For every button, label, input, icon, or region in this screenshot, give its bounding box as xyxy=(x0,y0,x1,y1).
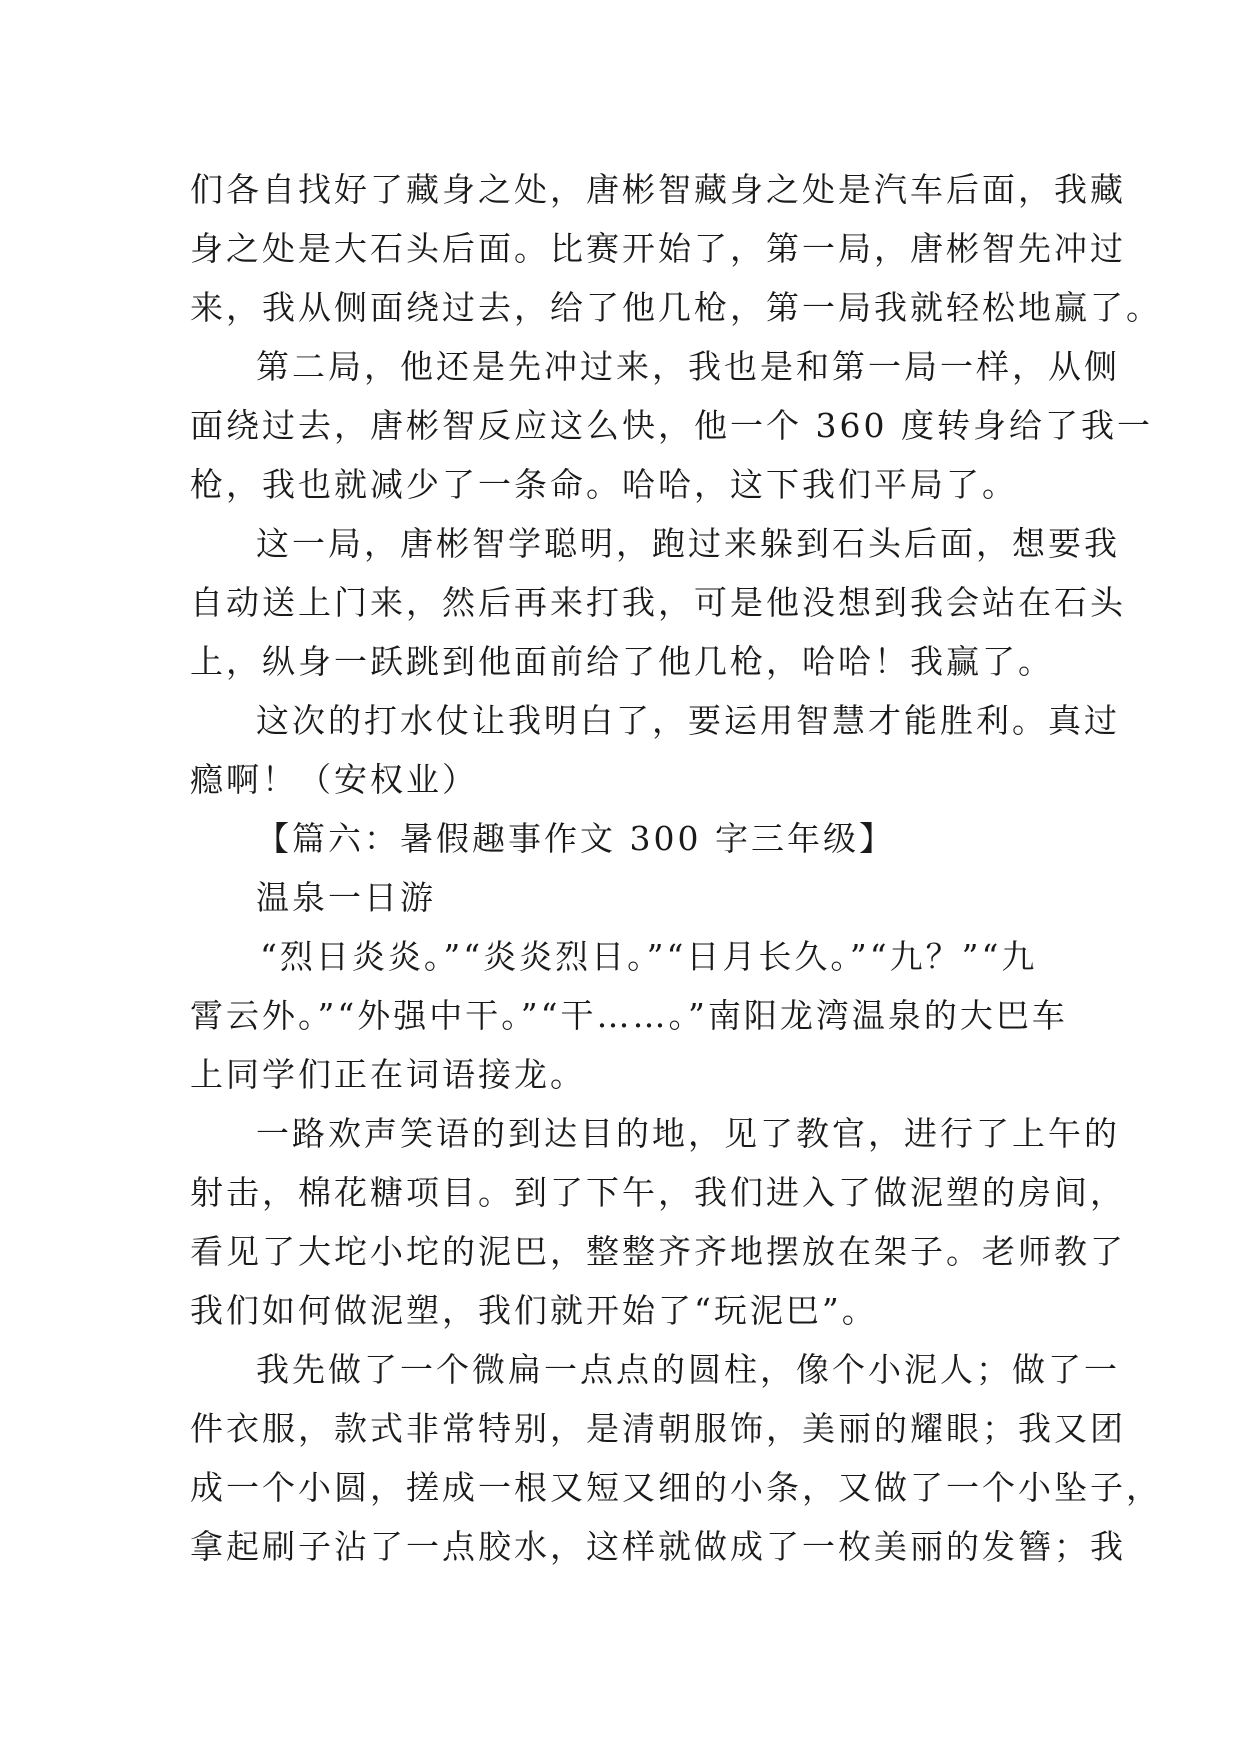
text-line: 这次的打水仗让我明白了，要运用智慧才能胜利。真过 xyxy=(256,701,1120,740)
text-line: 温泉一日游 xyxy=(256,878,436,917)
text-line: 自动送上门来，然后再来打我，可是他没想到我会站在石头 xyxy=(190,583,1126,622)
text-line: 射击，棉花糖项目。到了下午，我们进入了做泥塑的房间， xyxy=(190,1173,1126,1212)
text-line: 第二局，他还是先冲过来，我也是和第一局一样，从侧 xyxy=(256,347,1120,386)
document-body xyxy=(190,160,1162,1576)
text-line: 面绕过去，唐彬智反应这么快，他一个 360 度转身给了我一 xyxy=(190,406,1153,445)
text-line: 【篇六：暑假趣事作文 300 字三年级】 xyxy=(256,819,895,858)
text-line: 们各自找好了藏身之处，唐彬智藏身之处是汽车后面，我藏 xyxy=(190,170,1126,209)
text-line: “烈日炎炎。”“炎炎烈日。”“日月长久。”“九？”“九 xyxy=(260,937,1038,976)
text-line: 枪，我也就减少了一条命。哈哈，这下我们平局了。 xyxy=(190,465,1018,504)
text-line: 霄云外。”“外强中干。”“干……。”南阳龙湾温泉的大巴车 xyxy=(190,996,1068,1035)
text-line: 件衣服，款式非常特别，是清朝服饰，美丽的耀眼；我又团 xyxy=(190,1409,1126,1448)
text-line: 上，纵身一跃跳到他面前给了他几枪，哈哈！我赢了。 xyxy=(190,642,1054,681)
text-line: 成一个小圆，搓成一根又短又细的小条，又做了一个小坠子， xyxy=(190,1468,1162,1507)
text-line: 我先做了一个微扁一点点的圆柱，像个小泥人；做了一 xyxy=(256,1350,1120,1389)
text-line: 来，我从侧面绕过去，给了他几枪，第一局我就轻松地赢了。 xyxy=(190,288,1162,327)
text-line: 瘾啊！（安权业） xyxy=(190,760,478,799)
text-line: 上同学们正在词语接龙。 xyxy=(190,1055,586,1094)
text-line: 拿起刷子沾了一点胶水，这样就做成了一枚美丽的发簪；我 xyxy=(190,1527,1126,1566)
text-line: 一路欢声笑语的到达目的地，见了教官，进行了上午的 xyxy=(256,1114,1120,1153)
text-line: 我们如何做泥塑，我们就开始了“玩泥巴”。 xyxy=(190,1291,878,1330)
text-line: 身之处是大石头后面。比赛开始了，第一局，唐彬智先冲过 xyxy=(190,229,1126,268)
text-line: 这一局，唐彬智学聪明，跑过来躲到石头后面，想要我 xyxy=(256,524,1120,563)
text-line: 看见了大坨小坨的泥巴，整整齐齐地摆放在架子。老师教了 xyxy=(190,1232,1126,1271)
